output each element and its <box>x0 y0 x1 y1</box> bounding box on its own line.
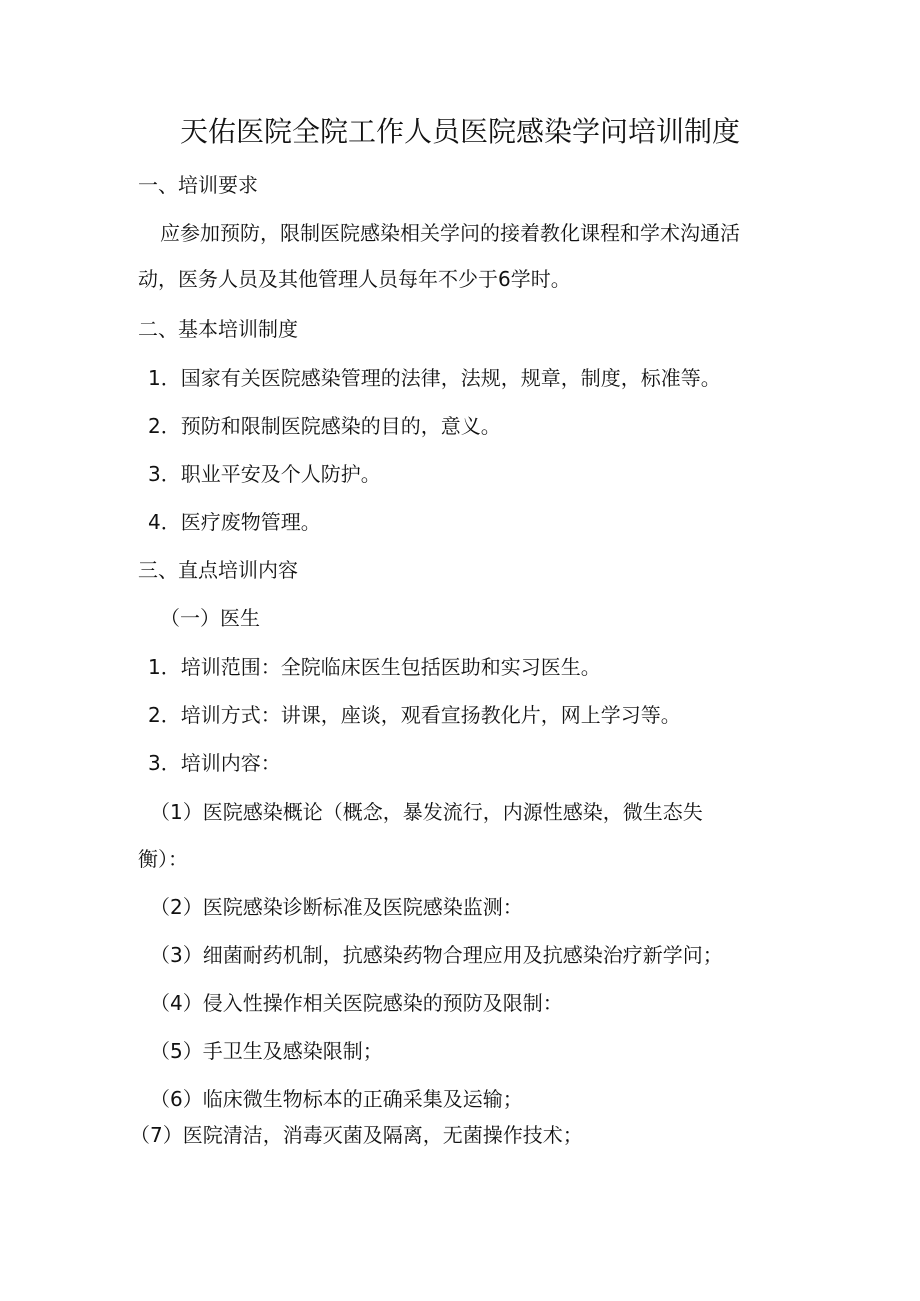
page-title: 天佑医院全院工作人员医院感染学问培训制度 <box>179 115 740 148</box>
content-item: （6）临床微生物标本的正确采集及运输； <box>150 1087 523 1111</box>
list-item: 2．培训方式：讲课，座谈，观看宣扬教化片，网上学习等。 <box>148 703 681 727</box>
list-item: 4．医疗废物管理。 <box>148 510 321 534</box>
paragraph-line: 应参加预防，限制医院感染相关学问的接着教化课程和学术沟通活 <box>160 221 740 245</box>
content-item: （7）医院清洁，消毒灭菌及隔离，无菌操作技术； <box>130 1123 583 1147</box>
paragraph-line: 动，医务人员及其他管理人员每年不少于6学时。 <box>138 267 571 291</box>
list-item: 3．培训内容： <box>148 751 281 775</box>
section-heading-basic-system: 二、基本培训制度 <box>138 317 298 341</box>
list-item: 1．培训范围：全院临床医生包括医助和实习医生。 <box>148 655 601 679</box>
content-item: （2）医院感染诊断标准及医院感染监测： <box>150 895 523 919</box>
content-item: （5）手卫生及感染限制； <box>150 1039 383 1063</box>
list-item: 1．国家有关医院感染管理的法律，法规，规章，制度，标准等。 <box>148 366 721 390</box>
list-item: 2．预防和限制医院感染的目的，意义。 <box>148 414 501 438</box>
section-heading-requirements: 一、培训要求 <box>138 173 258 197</box>
content-item: 衡）： <box>138 847 188 871</box>
section-heading-key-content: 三、直点培训内容 <box>138 558 298 582</box>
sub-heading-doctors: （一）医生 <box>160 606 260 630</box>
content-item: （4）侵入性操作相关医院感染的预防及限制： <box>150 991 563 1015</box>
content-item: （1）医院感染概论（概念，暴发流行，内源性感染，微生态失 <box>150 800 703 824</box>
list-item: 3．职业平安及个人防护。 <box>148 462 381 486</box>
content-item: （3）细菌耐药机制，抗感染药物合理应用及抗感染治疗新学问； <box>150 943 723 967</box>
